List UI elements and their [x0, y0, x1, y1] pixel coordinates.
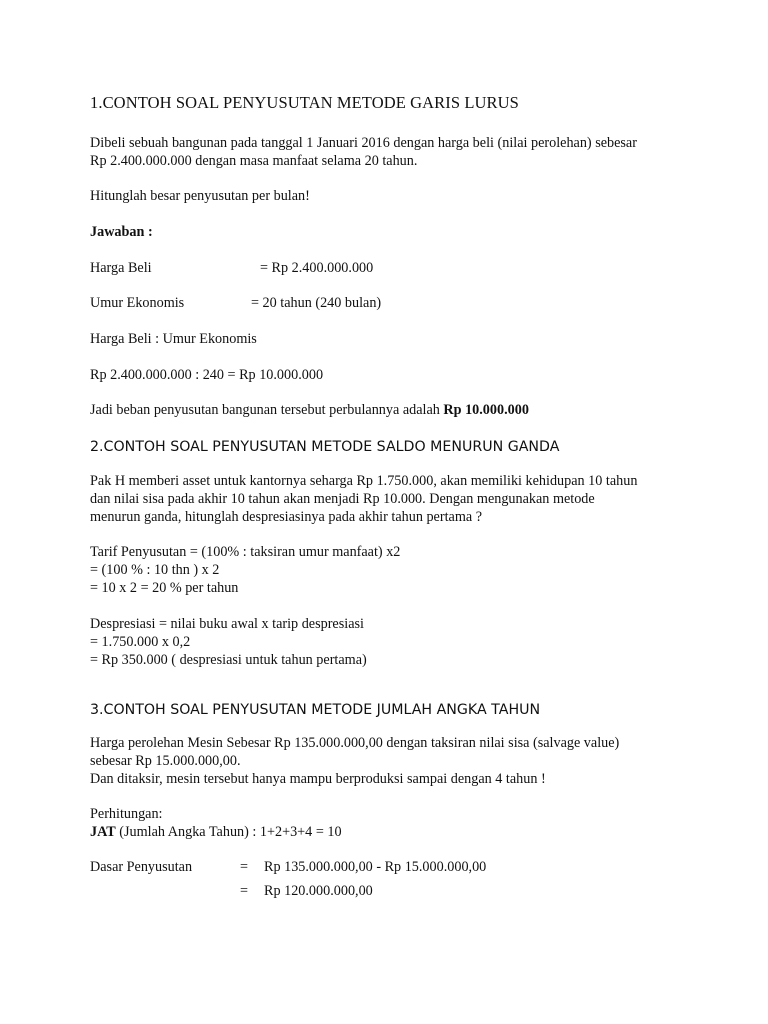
s3-paragraph-line-1: Harga perolehan Mesin Sebesar Rp 135.000.000,00 dengan taksiran nilai sisa (salvage value)	[90, 735, 620, 751]
s1-formula: Harga Beli : Umur Ekonomis	[90, 331, 257, 347]
equals-sign: =	[240, 859, 249, 875]
row-value: = 20 tahun (240 bulan)	[251, 295, 382, 311]
s2-paragraph-line-3: menurun ganda, hitunglah despresiasinya pada akhir tahun pertama ?	[90, 509, 482, 525]
s2-depresiasi-line-2: = 1.750.000 x 0,2	[90, 634, 191, 650]
row-label: Harga Beli	[90, 260, 152, 276]
s3-paragraph-line-3: Dan ditaksir, mesin tersebut hanya mampu berproduksi sampai dengan 4 tahun !	[90, 771, 546, 787]
s2-tarif-line-3: = 10 x 2 = 20 % per tahun	[90, 580, 239, 596]
s1-calculation: Rp 2.400.000.000 : 240 = Rp 10.000.000	[90, 367, 324, 383]
s2-paragraph-line-1: Pak H memberi asset untuk kantornya seharga Rp 1.750.000, akan memiliki kehidupan 10 tahun	[90, 473, 638, 489]
row-label: Dasar Penyusutan	[90, 859, 193, 875]
s1-question: Hitunglah besar penyusutan per bulan!	[90, 188, 310, 204]
section-2-heading: 2.CONTOH SOAL PENYUSUTAN METODE SALDO MENURUN GANDA	[90, 439, 560, 455]
s1-intro-line-2: Rp 2.400.000.000 dengan masa manfaat selama 20 tahun.	[90, 153, 418, 169]
s2-depresiasi-line-3: = Rp 350.000 ( despresiasi untuk tahun pertama)	[90, 652, 367, 668]
s2-tarif-line-1: Tarif Penyusutan = (100% : taksiran umur manfaat) x2	[90, 544, 401, 560]
row-value: Rp 135.000.000,00 - Rp 15.000.000,00	[264, 859, 487, 875]
s3-jat-line: JAT (Jumlah Angka Tahun) : 1+2+3+4 = 10	[90, 824, 342, 840]
section-1-heading: 1.CONTOH SOAL PENYUSUTAN METODE GARIS LURUS	[90, 93, 519, 112]
section-3-heading: 3.CONTOH SOAL PENYUSUTAN METODE JUMLAH ANGKA TAHUN	[90, 702, 541, 718]
s2-paragraph-line-2: dan nilai sisa pada akhir 10 tahun akan menjadi Rp 10.000. Dengan mengunakan metode	[90, 491, 595, 507]
s2-depresiasi-line-1: Despresiasi = nilai buku awal x tarip despresiasi	[90, 616, 364, 632]
s1-intro-line-1: Dibeli sebuah bangunan pada tanggal 1 Januari 2016 dengan harga beli (nilai perolehan) sebesar	[90, 135, 637, 151]
row-label: Umur Ekonomis	[90, 295, 185, 311]
row-value: Rp 120.000.000,00	[264, 883, 373, 899]
s2-tarif-line-2: = (100 % : 10 thn ) x 2	[90, 562, 220, 578]
row-value: = Rp 2.400.000.000	[260, 260, 374, 276]
s3-paragraph-line-2: sebesar Rp 15.000.000,00.	[90, 753, 241, 769]
s1-conclusion-value: Rp 10.000.000	[443, 402, 529, 418]
s1-answer-label: Jawaban :	[90, 224, 153, 240]
equals-sign: =	[240, 883, 249, 899]
s1-conclusion: Jadi beban penyusutan bangunan tersebut perbulannya adalah Rp 10.000.000	[90, 402, 529, 418]
s3-perhitungan-label: Perhitungan:	[90, 806, 163, 822]
